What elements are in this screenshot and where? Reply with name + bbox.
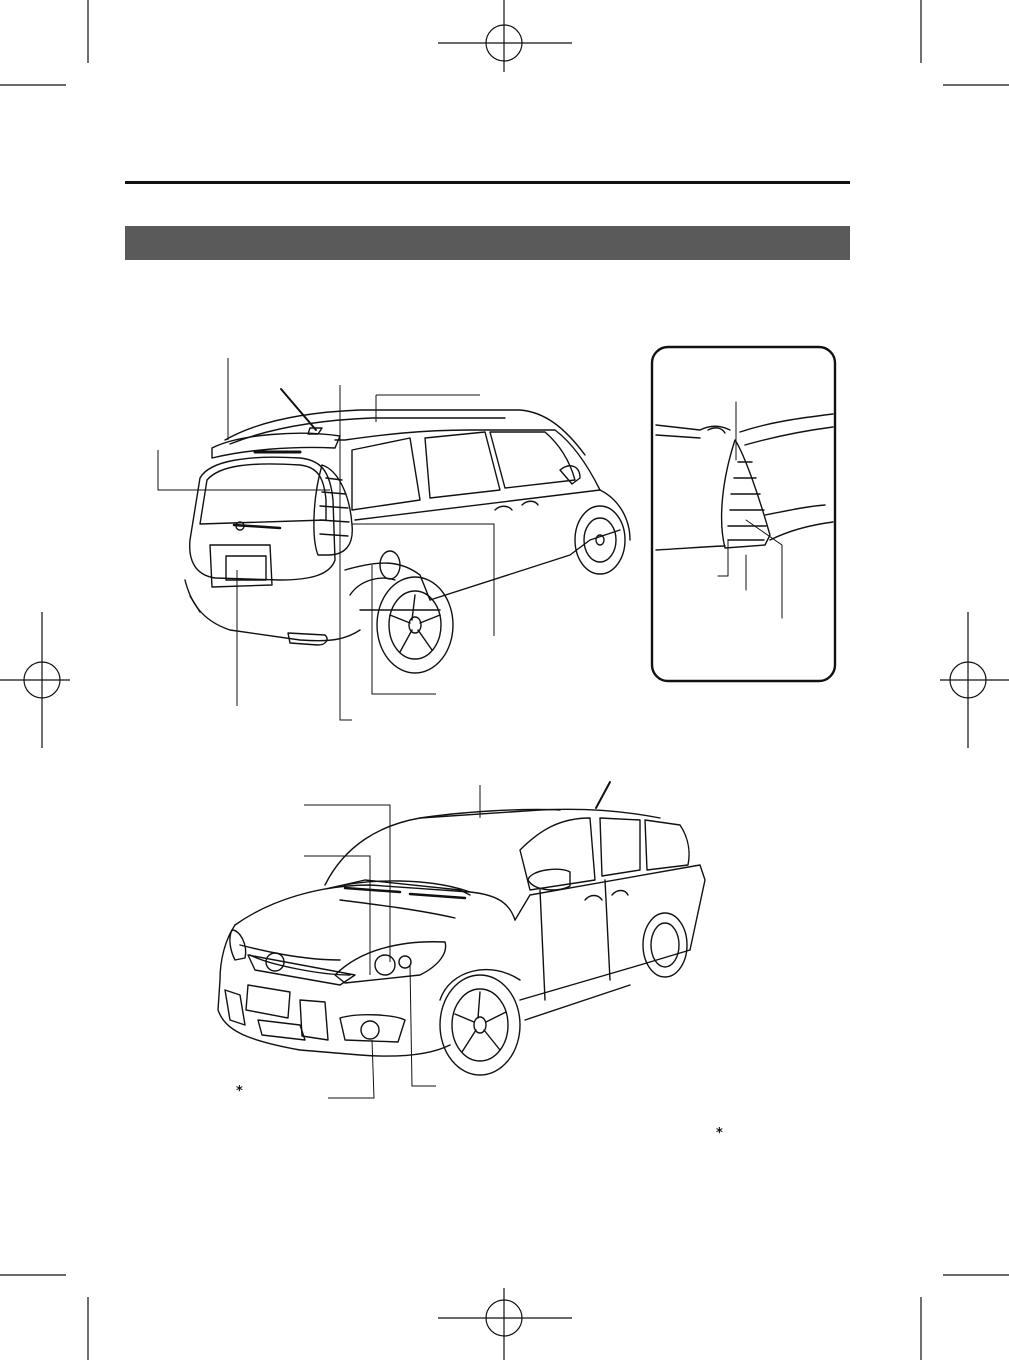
antenna-icon xyxy=(596,782,610,808)
fog-lamp-icon xyxy=(340,1015,405,1042)
footnote-marker: * xyxy=(716,1126,723,1141)
fog-light-footnote-marker: * xyxy=(236,1084,243,1099)
